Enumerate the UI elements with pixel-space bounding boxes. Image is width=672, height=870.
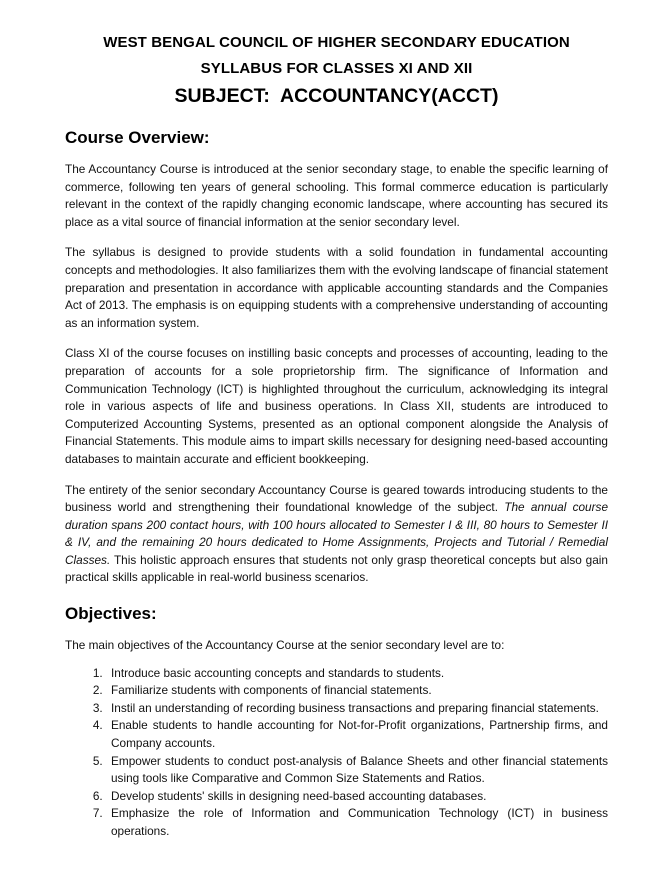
overview-paragraph-2: The syllabus is designed to provide students with a solid foundation in fundamental accounting concepts and methodologies. It also familiarizes them with the evolving landscape of financial statement preparation and presentation in accordance with applicable accounting standards and the Companies Act of 2013. The emphasis is on equipping students with a comprehensive understanding of accounting as an information system. [65,245,608,330]
document-header [65,30,608,111]
subject-title: SUBJECT: ACCOUNTANCY(ACCT) [174,85,499,107]
objectives-heading: Objectives: [65,604,157,624]
council-title: WEST BENGAL COUNCIL OF HIGHER SECONDARY EDUCATION [103,34,570,51]
objective-item-1: 1. Introduce basic accounting concepts and standards to students. [106,665,608,683]
overview-paragraph-4 [65,482,608,588]
objective-item-5: 5. Empower students to conduct post-analysis of Balance Sheets and other financial statements using tools like Comparative and Common Size Statements and Ratios. [106,753,608,788]
objectives-intro: The main objectives of the Accountancy Course at the senior secondary level are to: [65,638,505,653]
paragraph-4-lead: The entirety of the senior secondary Accountancy Course is geared towards introducing students to the business world and strengthening their foundational knowledge of the subject. [65,482,608,515]
objective-item-3: 3. Instil an understanding of recording business transactions and preparing financial statements. [106,700,608,718]
paragraph-4-course-duration-italic: The annual course duration spans 200 contact hours, with 100 hours allocated to Semester I & III, 80 hours to Semester II & IV, and the remaining 20 hours dedicated to Home Assignments, Projects and Tutorial / Remedial Classes. [65,500,609,567]
syllabus-subtitle: SYLLABUS FOR CLASSES XI AND XII [200,60,473,77]
overview-paragraph-3: Class XI of the course focuses on instilling basic concepts and processes of accounting, leading to the preparation of accounts for a sole proprietorship firm. The significance of Information and Communication Technology (ICT) is highlighted throughout the curriculum, acknowledging its integral role in various aspects of life and business operations. In Class XII, students are introduced to Computerized Accounting Systems, presented as an optional component alongside the Analysis of Financial Statements. This module aims to impart skills necessary for designing need-based accounting databases to maintain accurate and efficient bookkeeping. [65,346,608,466]
objective-item-4: 4. Enable students to handle accounting for Not-for-Profit organizations, Partnership firms, and Company accounts. [106,717,608,752]
objective-item-2: 2. Familiarize students with components of financial statements. [106,682,608,700]
course-overview-heading: Course Overview: [65,128,210,147]
objective-item-6: 6. Develop students' skills in designing need-based accounting databases. [106,788,608,806]
overview-paragraph-1: The Accountancy Course is introduced at the senior secondary stage, to enable the specific learning of commerce, following ten years of general schooling. This formal commerce education is particularly relevant in the context of the rapidly changing economic landscape, where accounting has secured its place as a vital source of financial information at the senior secondary level. [65,162,608,229]
objective-item-7: 7. Emphasize the role of Information and Communication Technology (ICT) in business operations. [106,805,608,840]
objectives-list [65,665,608,841]
paragraph-4-tail: This holistic approach ensures that students not only grasp theoretical concepts but also gain practical skills applicable in real-world business scenarios. [65,552,608,585]
